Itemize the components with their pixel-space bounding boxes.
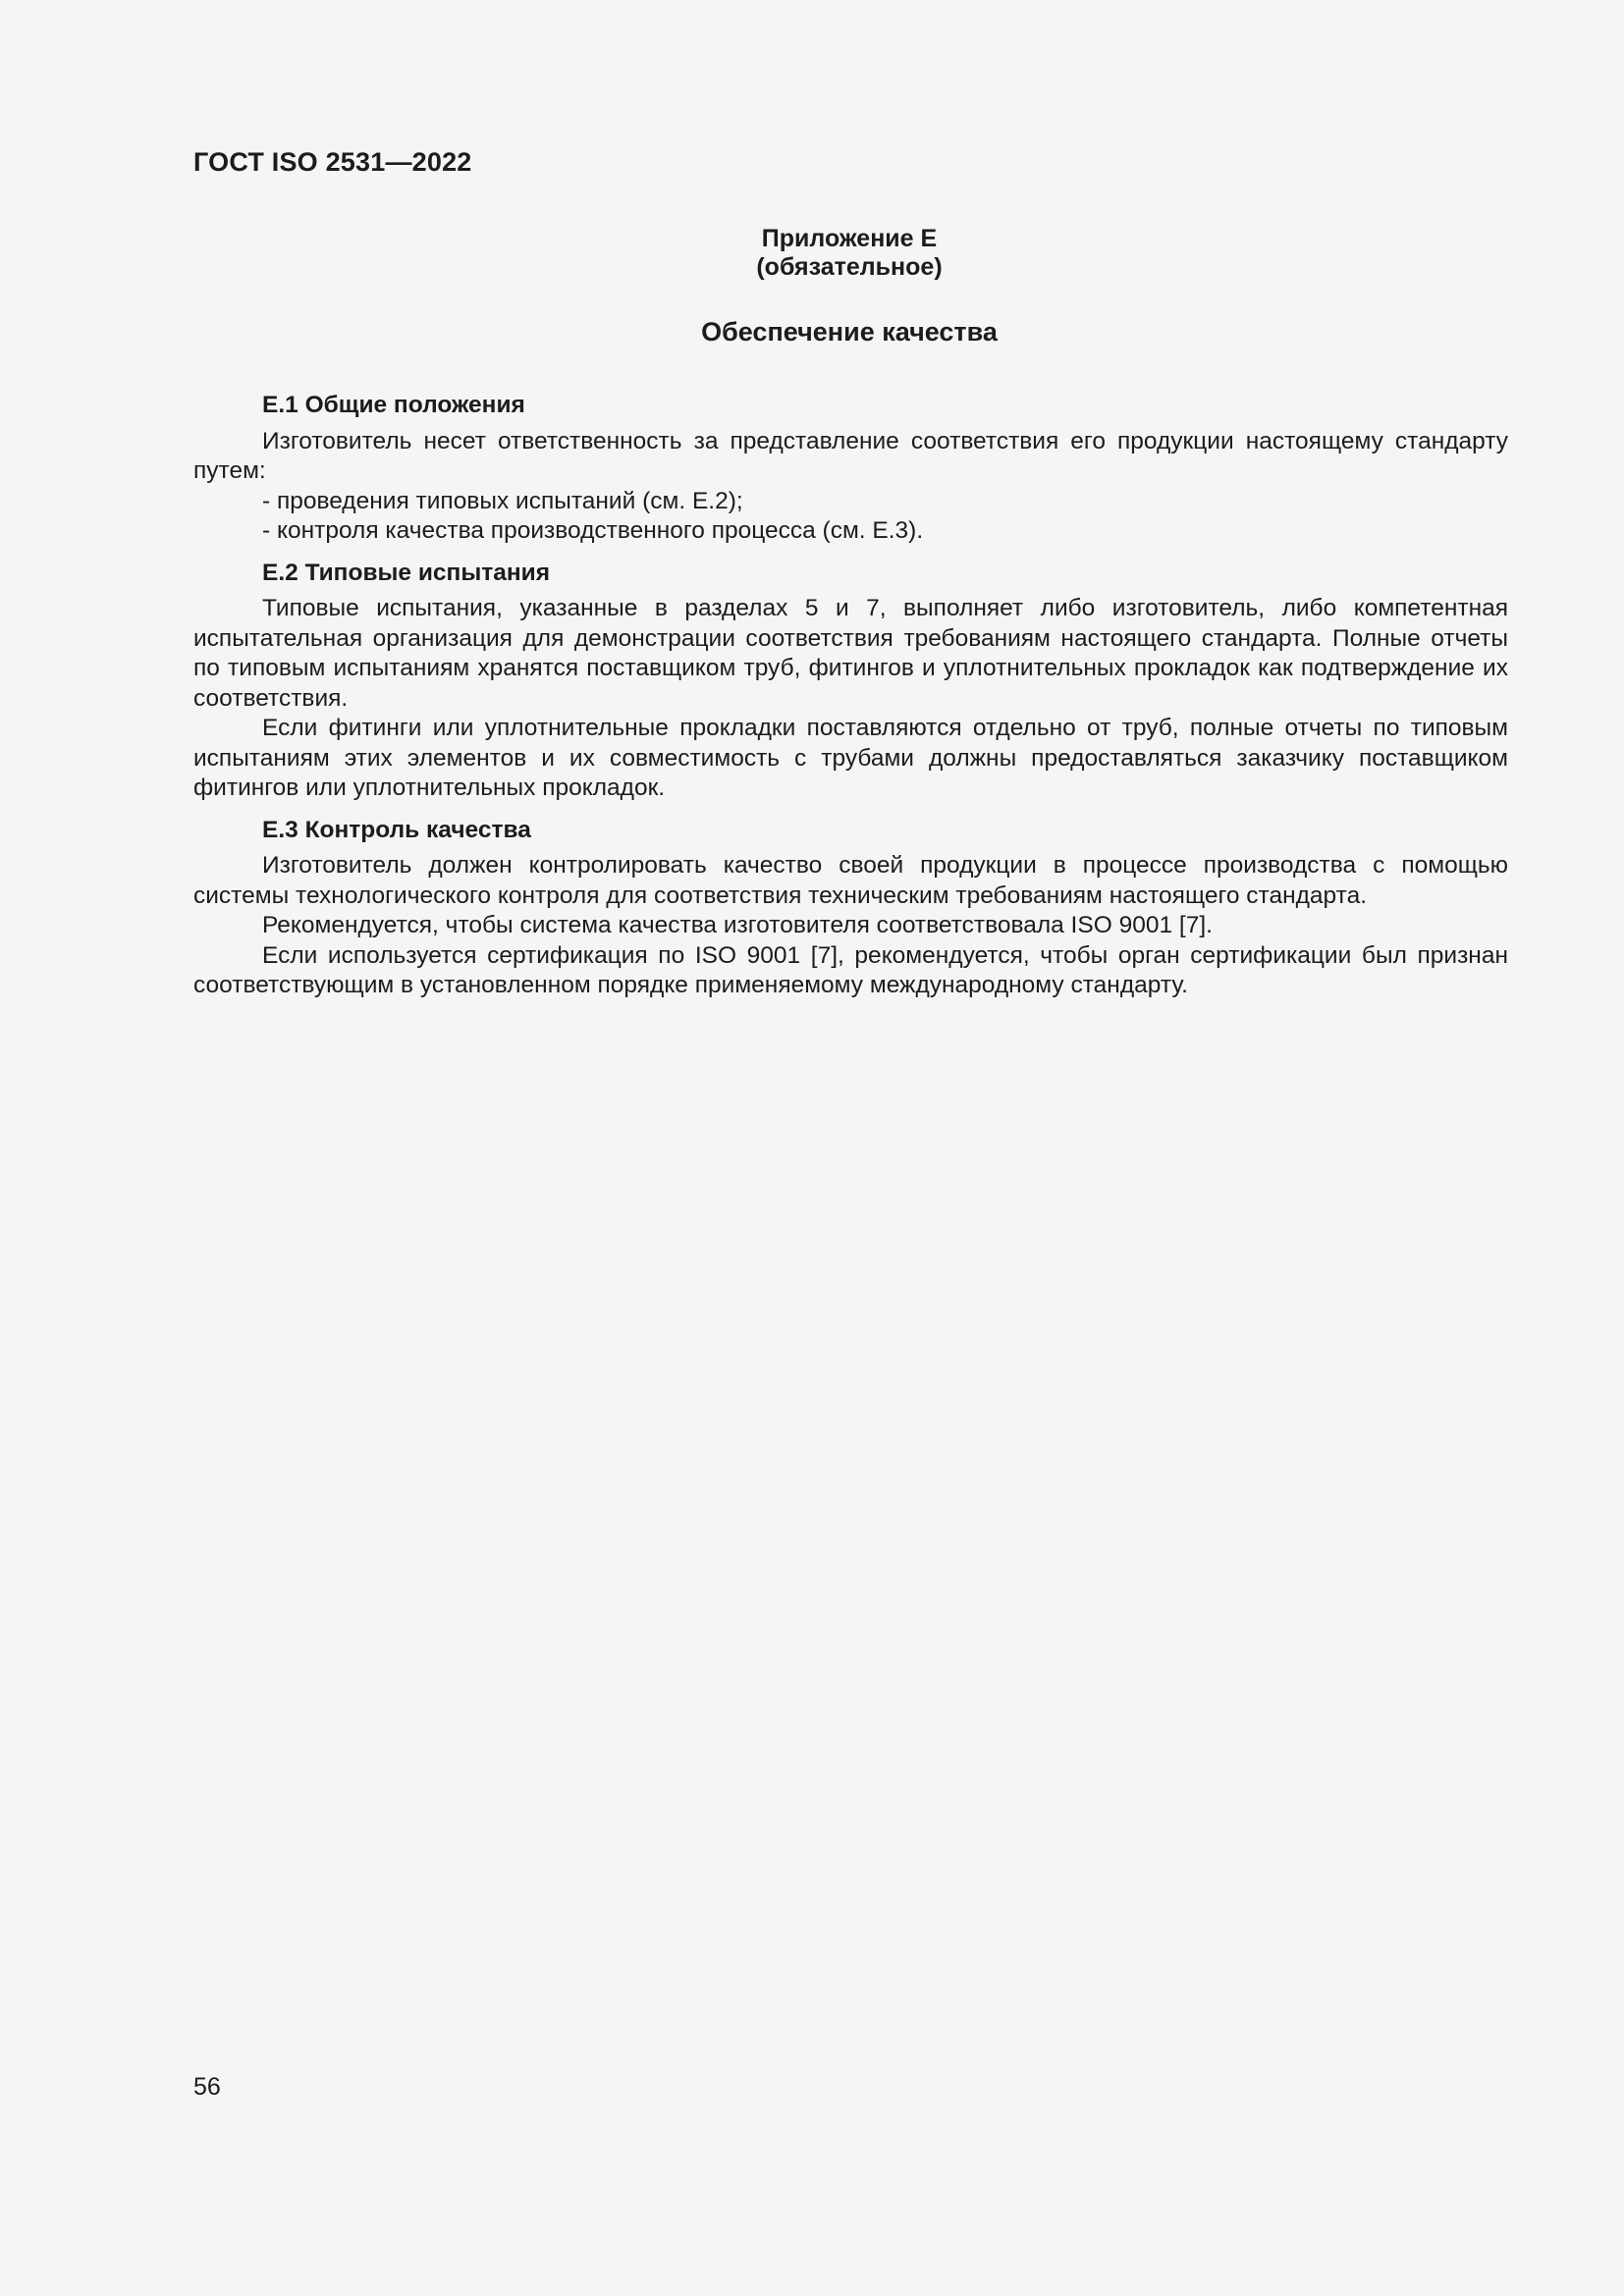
paragraph: Если используется сертификация по ISO 9001 [7], рекомендуется, чтобы орган сертификации был признан соответствующим в установленном порядке применяемому международному стандарту. [193,941,1508,998]
page-number: 56 [193,2073,221,2101]
paragraph: Если фитинги или уплотнительные прокладки поставляются отдельно от труб, полные отчеты по типовым испытаниям этих элементов и их совместимость с трубами должны предоставляться заказчику поставщиком фитингов или уплотнительных прокладок. [193,715,1508,801]
paragraph: Изготовитель должен контролировать качество своей продукции в процессе производства с помощью системы технологического контроля для соответствия техническим требованиям настоящего стандарта. [193,852,1508,909]
annex-header [550,225,1149,282]
section-heading: Е.3 Контроль качества [262,816,531,843]
section-type-tests [193,559,1508,804]
annex-title: Обеспечение качества [701,317,998,347]
section-heading: Е.1 Общие положения [262,392,525,418]
annex-status: (обязательное) [756,253,943,281]
section-quality-control [193,816,1508,1001]
section-heading: Е.2 Типовые испытания [262,559,551,586]
paragraph: Рекомендуется, чтобы система качества изготовителя соответствовала ISO 9001 [7]. [262,912,1213,938]
annex-label: Приложение Е [761,225,938,252]
section-general [193,391,1508,547]
list-item: - контроля качества производственного процесса (см. Е.3). [262,517,924,544]
document-body [193,391,1508,1013]
list-item: - проведения типовых испытаний (см. Е.2); [262,487,743,514]
paragraph: Изготовитель несет ответственность за представление соответствия его продукции настоящему стандарту путем: [193,427,1508,484]
paragraph: Типовые испытания, указанные в разделах 5 и 7, выполняет либо изготовитель, либо компетентная испытательная организация для демонстрации соответствия требованиям настоящего стандарта. Полные отчеты по типовым испытаниям хранятся поставщиком труб, фитингов и уплотнительных прокладок как подтверждение их соответствия. [193,595,1508,712]
document-code: ГОСТ ISO 2531—2022 [193,147,472,177]
